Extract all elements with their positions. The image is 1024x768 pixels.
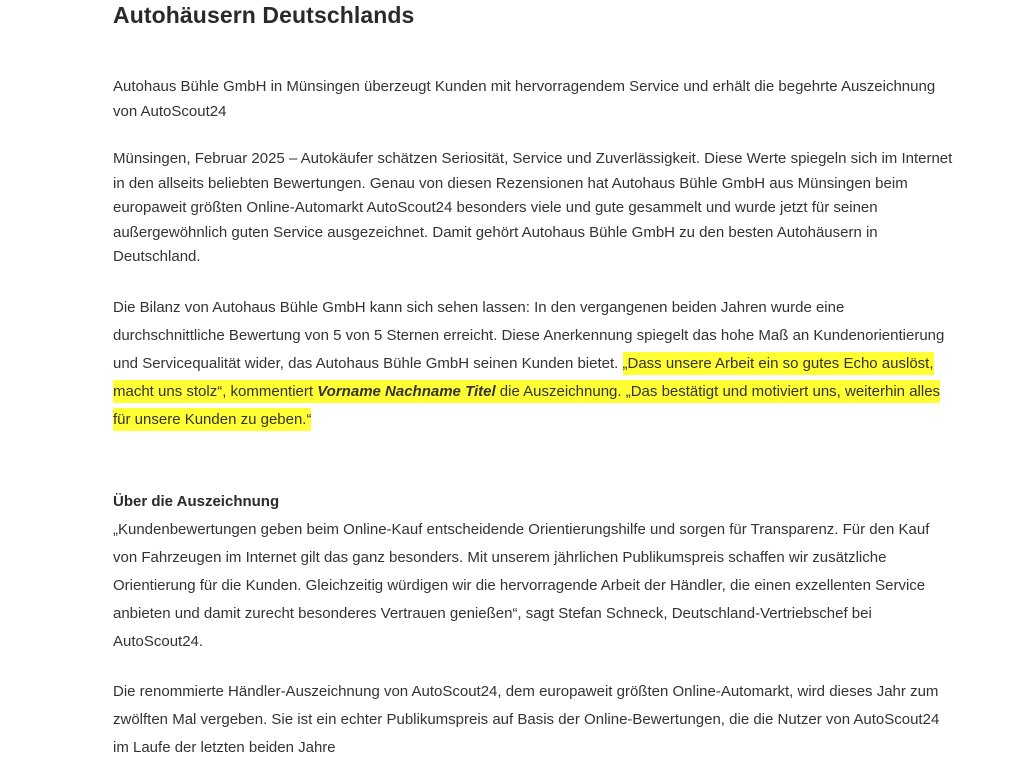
intro-paragraph: Münsingen, Februar 2025 – Autokäufer schätzen Seriosität, Service und Zuverlässigkeit. Diese Werte spiegeln sich im Internet in den allseits beliebten Bewertungen. Genau von diesen Rezensionen hat Autohaus Bühle GmbH aus Münsingen beim europaweit größten Online-Automarkt AutoScout24 besonders viele und gute gesammelt und wurde jetzt für seinen außergewöhnlich guten Service ausgezeichnet. Damit gehört Autohaus Bühle GmbH zu den besten Autohäusern in Deutschland. <box>113 150 953 265</box>
about-text: „Kundenbewertungen geben beim Online-Kauf entscheidende Orientierungshilfe und sorgen für Transparenz. Für den Kauf von Fahrzeugen im Internet gilt das ganz besonders. Mit unserem jährlichen Publikumspreis schaffen wir zusätzliche Orientierung für die Kunden. Gleichzeitig würdigen wir die hervorragende Arbeit der Händler, die einen exzellenten Service anbieten und damit zurecht besonderes Vertrauen genießen“, sagt Stefan Schneck, Deutschland-Vertriebschef bei AutoScout24. <box>113 521 930 650</box>
document-headline: Autohäusern Deutschlands <box>113 2 415 28</box>
bilanz-paragraph <box>113 294 953 434</box>
bilanz-text: Die Bilanz von Autohaus Bühle GmbH kann sich sehen lassen: In den vergangenen beiden Jahren wurde eine durchschnittliche Bewertung von 5 von 5 Sternen erreicht. Diese Anerkennung spiegelt das hohe Maß an Kundenorientierung und Servicequalität wider, das Autohaus Bühle GmbH seinen Kunden bietet. <box>113 299 945 372</box>
quote-person-name: Vorname Nachname Titel <box>317 383 496 400</box>
quote-part-2: die Auszeichnung. „Das bestätigt und motiviert uns, weiterhin alles für unsere Kunden zu geben.“ <box>113 383 941 428</box>
about-heading: Über die Auszeichnung <box>113 493 280 510</box>
more-paragraph: Die renommierte Händler-Auszeichnung von AutoScout24, dem europaweit größten Online-Automarkt, wird dieses Jahr zum zwölften Mal vergeben. Sie ist ein echter Publikumspreis auf Basis der Online-Bewertungen, die die Nutzer von AutoScout24 im Laufe der letzten beiden Jahre <box>113 683 940 756</box>
lead-paragraph: Autohaus Bühle GmbH in Münsingen überzeugt Kunden mit hervorragendem Service und erhält die begehrte Auszeichnung von AutoScout24 <box>113 78 936 120</box>
quote-part-1: „Dass unsere Arbeit ein so gutes Echo auslöst, macht uns stolz“, kommentiert <box>113 355 934 400</box>
about-section <box>113 488 953 656</box>
